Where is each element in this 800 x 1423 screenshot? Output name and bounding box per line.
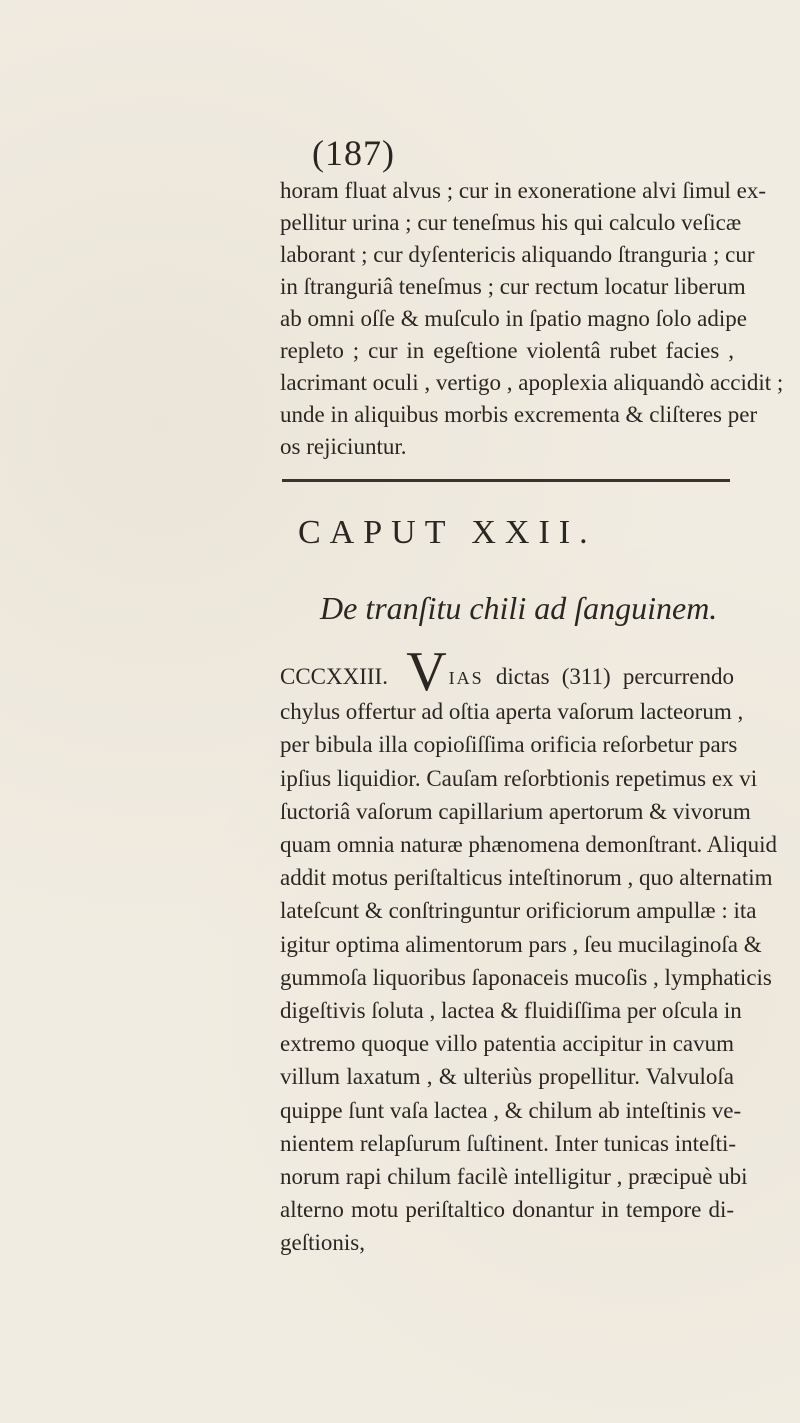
paragraph-first-line [280, 641, 735, 703]
text-line: ſuctoriâ vaſorum capillarium apertorum & vivorum [280, 798, 751, 824]
paragraph-number: CCCXXIII. [280, 664, 388, 689]
text-line: lateſcunt & conſtringuntur orificiorum ampullæ : ita [280, 898, 757, 924]
text-line: chylus offertur ad oſtia aperta vaſorum lacteorum , [280, 699, 744, 725]
text-line: norum rapi chilum facilè intelligitur , præcipuè ubi [280, 1164, 748, 1190]
chapter-subheading: De tranſitu chili ad ſanguinem. [320, 590, 718, 626]
text-line: gummoſa liquoribus ſaponaceis mucoſis , lymphaticis [280, 964, 772, 990]
text-line: os rejiciuntur. [280, 434, 407, 459]
text-line: digeſtivis ſoluta , lactea & fluidiſſima per oſcula in [280, 998, 742, 1024]
text-line: repleto ; cur in egeſtione violentâ rubet facies , [280, 338, 734, 363]
text-line: laborant ; cur dyſentericis aliquando ſtranguria ; cur [280, 242, 755, 267]
chapter-heading: CAPUT XXII. [298, 514, 597, 551]
text-line: addit motus periſtalticus inteſtinorum , quo alternatim [280, 865, 773, 891]
text-line: unde in aliquibus morbis excrementa & cliſteres per [280, 402, 758, 427]
text-line: lacrimant oculi , vertigo , apoplexia aliquandò accidit ; [280, 370, 784, 395]
text-line: igitur optima alimentorum pars , ſeu mucilaginoſa & [280, 931, 762, 957]
first-line-rest: dictas (311) percurrendo [495, 664, 735, 689]
text-line: pellitur urina ; cur teneſmus his qui calculo veſicæ [280, 210, 742, 235]
drop-cap: V [406, 641, 447, 703]
text-line: nientem relapſurum ſuſtinent. Inter tunicas inteſti- [280, 1130, 737, 1156]
text-line: ab omni oſſe & muſculo in ſpatio magno ſolo adipe [280, 306, 747, 331]
text-line: per bibula illa copioſiſſima orificia reſorbetur pars [280, 732, 738, 758]
text-line: villum laxatum , & ulteriùs propellitur. Valvuloſa [280, 1064, 734, 1090]
text-line: quippe ſunt vaſa lactea , & chilum ab inteſtinis ve- [280, 1097, 742, 1123]
section-divider [282, 479, 730, 482]
text-line: alterno motu periſtaltico donantur in tempore di- [280, 1197, 734, 1223]
text-line: extremo quoque villo patentia accipitur in cavum [280, 1031, 734, 1057]
page-number: (187) [312, 133, 395, 173]
text-line: in ſtranguriâ teneſmus ; cur rectum locatur liberum [280, 274, 746, 299]
paragraph-body [280, 641, 777, 1260]
text-line: ipſius liquidior. Cauſam reſorbtionis repetimus ex vi [280, 765, 758, 791]
continuation-text [280, 175, 784, 463]
text-line: quam omnia naturæ phænomena demonſtrant. Aliquid [280, 832, 777, 858]
first-word-rest: IAS [448, 668, 484, 688]
text-line: geſtionis, [280, 1230, 365, 1256]
text-line: horam fluat alvus ; cur in exoneratione alvi ſimul ex- [280, 178, 767, 203]
